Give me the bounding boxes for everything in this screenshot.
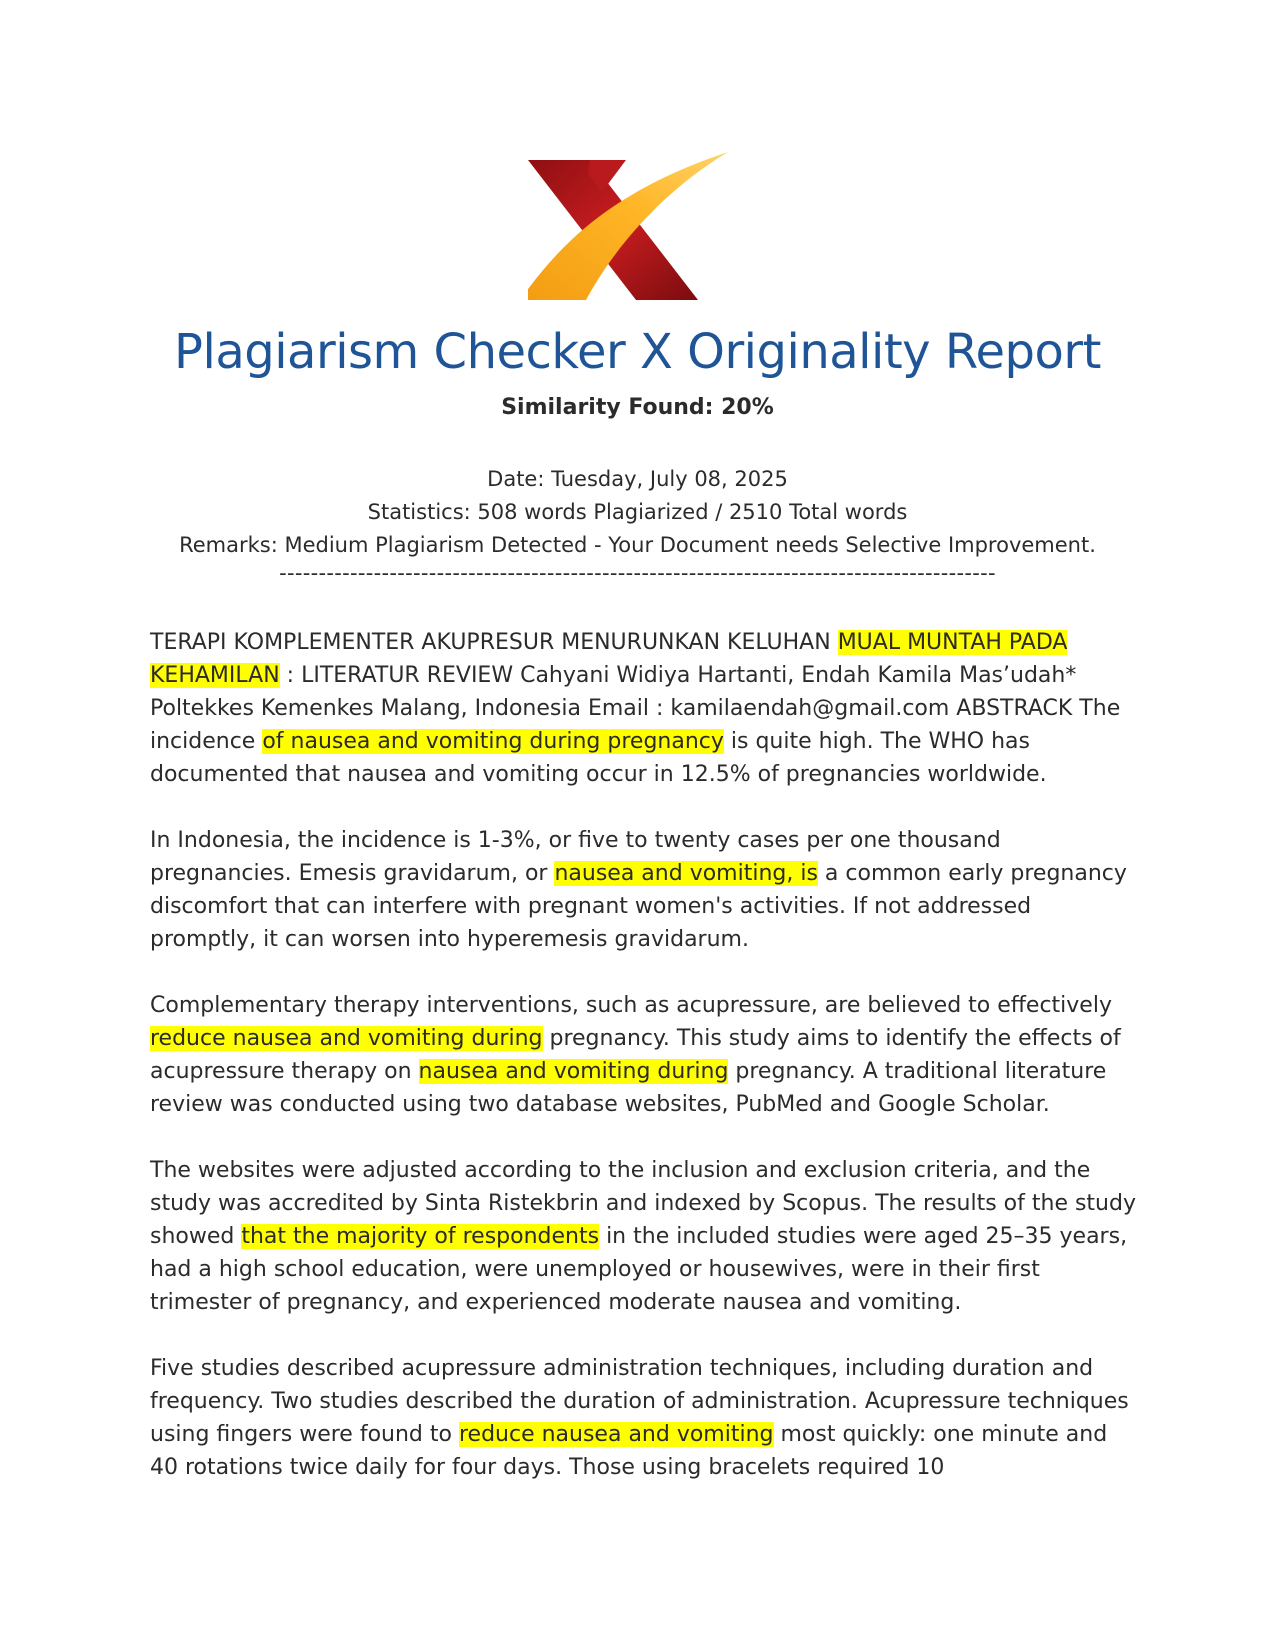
body-paragraph [150, 626, 1140, 791]
document-body [150, 626, 1140, 1517]
plagiarized-highlight: of nausea and vomiting during pregnancy [262, 729, 724, 754]
body-paragraph [150, 989, 1140, 1121]
report-remarks: Remarks: Medium Plagiarism Detected - Your Document needs Selective Improvement. [179, 533, 1096, 557]
paragraph-text: The websites were adjusted according to the inclusion and exclusion criteria, and the study was accredited by Sinta Ristekbrin and indexed by Scopus. The results of the study showed [150, 1158, 1136, 1249]
plagiarized-highlight: reduce nausea and vomiting [458, 1422, 774, 1447]
paragraph-text: In Indonesia, the incidence is 1-3%, or five to twenty cases per one thousand pregnancies. Emesis gravidarum, or [150, 828, 1001, 886]
plagiarized-highlight: MUAL MUNTAH PADA KEHAMILAN [150, 630, 1068, 688]
paragraph-text: pregnancy. This study aims to identify the effects of acupressure therapy on [150, 1026, 1121, 1084]
plagiarized-highlight: nausea and vomiting during [418, 1059, 729, 1084]
body-paragraph [150, 824, 1140, 956]
paragraph-text: Complementary therapy interventions, such as acupressure, are believed to effectively [150, 993, 1112, 1018]
paragraph-text: a common early pregnancy discomfort that can interfere with pregnant women's activities. If not addressed promptly, it can worsen into hyperemesis gravidarum. [150, 861, 1127, 952]
report-date: Date: Tuesday, July 08, 2025 [487, 467, 788, 491]
paragraph-text: TERAPI KOMPLEMENTER AKUPRESUR MENURUNKAN KELUHAN [150, 630, 838, 655]
paragraph-text: is quite high. The WHO has documented that nausea and vomiting occur in 12.5% of pregnancies worldwide. [150, 729, 1047, 787]
body-paragraph [150, 1352, 1140, 1484]
similarity-found: Similarity Found: 20% [501, 395, 774, 420]
plagiarized-highlight: reduce nausea and vomiting during [150, 1026, 543, 1051]
report-statistics: Statistics: 508 words Plagiarized / 2510 Total words [367, 500, 908, 524]
report-title: Plagiarism Checker X Originality Report [174, 324, 1101, 380]
divider-line: ------------------------------------------------------------------------------------------- [279, 561, 996, 585]
plagiarized-highlight: nausea and vomiting, is [554, 861, 818, 886]
body-paragraph [150, 1154, 1140, 1319]
plagiarized-highlight: that the majority of respondents [241, 1224, 600, 1249]
paragraph-text: : LITERATUR REVIEW Cahyani Widiya Hartanti, Endah Kamila Mas’udah* Poltekkes Kemenkes Malang, Indonesia Email : kamilaendah@gmail.com ABSTRACK The incidence [150, 663, 1121, 754]
paragraph-text: pregnancy. A traditional literature review was conducted using two database websites, PubMed and Google Scholar. [150, 1059, 1107, 1117]
paragraph-text: in the included studies were aged 25–35 years, had a high school education, were unemployed or housewives, were in their first trimester of pregnancy, and experienced moderate nausea and vomiting. [150, 1224, 1128, 1315]
plagiarism-checker-x-logo [528, 152, 748, 317]
paragraph-text: Five studies described acupressure administration techniques, including duration and frequency. Two studies described the duration of administration. Acupressure techniques using fingers were found to [150, 1356, 1129, 1447]
paragraph-text: most quickly: one minute and 40 rotations twice daily for four days. Those using bracelets required 10 [150, 1422, 1108, 1480]
